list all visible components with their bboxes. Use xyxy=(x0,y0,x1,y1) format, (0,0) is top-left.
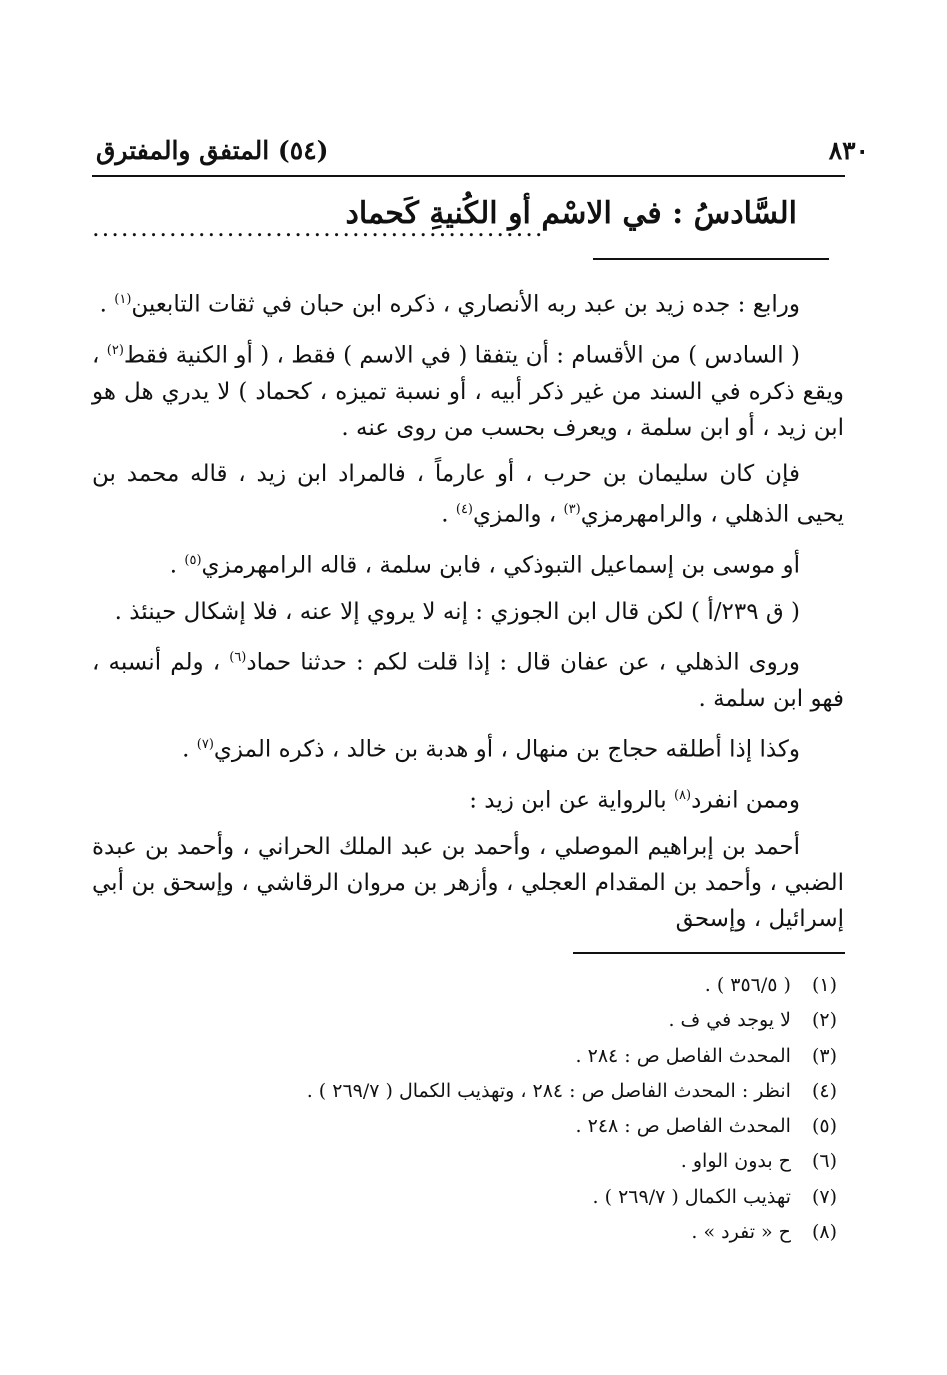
paragraph-text: بالرواية عن ابن زيد : xyxy=(469,787,674,814)
page-number: ٨٣٠ xyxy=(828,136,869,165)
footnote xyxy=(187,1109,837,1144)
paragraph xyxy=(92,456,844,533)
footnote xyxy=(187,1003,837,1038)
footnote-number: (٧) xyxy=(811,1185,837,1208)
footnote-ref: (٤) xyxy=(455,502,473,518)
footnote xyxy=(187,968,837,1003)
paragraph-text: وكذا إذا أطلقه حجاج بن منهال ، أو هدبة بن خالد ، ذكره المزي xyxy=(213,736,800,763)
paragraph-text: ، والمزي xyxy=(473,501,564,528)
paragraph xyxy=(92,829,844,938)
footnote xyxy=(187,1144,837,1179)
paragraph-text: . xyxy=(99,291,115,318)
footnote-rule xyxy=(573,952,845,954)
section-title: السَّادسُ : في الاسْم أو الكُنيةِ كَحماد xyxy=(345,196,797,231)
footnote-ref: (١) xyxy=(114,292,132,307)
footnote-number: (٢) xyxy=(811,1009,837,1032)
footnote xyxy=(187,1215,837,1250)
paragraph-text: ، ولم أنسبه ، فهو ابن سلمة . xyxy=(92,649,844,713)
paragraph-text: ( ق ٢٣٩/أ ) لكن قال ابن الجوزي : إنه لا يروي إلا عنه ، فلا إشكال حينئذ . xyxy=(114,599,800,626)
section-dots: ............................................... xyxy=(92,214,545,242)
footnote-ref: (٣) xyxy=(563,502,581,518)
chapter-title: (٥٤) المتفق والمفترق xyxy=(96,136,329,165)
footnote-number: (٦) xyxy=(811,1150,837,1173)
footnote-ref: (٨) xyxy=(673,788,692,804)
section-rule xyxy=(593,258,829,260)
paragraph xyxy=(92,594,844,630)
footnote-number: (١) xyxy=(811,974,837,996)
paragraph xyxy=(92,282,844,323)
paragraph-text: وروى الذهلي ، عن عفان قال : إذا قلت لكم : حدثنا حماد xyxy=(246,649,800,676)
paragraph xyxy=(92,333,844,446)
footnote-text: انظر : المحدث الفاصل ص : ٢٨٤ ، وتهذيب الكمال ( ٢٦٩/٧ ) . xyxy=(306,1079,791,1102)
paragraph-text: ( السادس ) من الأقسام : أن يتفقا ( في الاسم ) فقط ، ( أو الكنية فقط xyxy=(123,342,801,369)
paragraph-text: أو موسى بن إسماعيل التبوذكي ، فابن سلمة ، قاله الرامهرمزي xyxy=(201,552,800,579)
paragraph xyxy=(92,543,844,584)
paragraph-text: . xyxy=(182,736,197,763)
footnote-number: (٤) xyxy=(811,1079,837,1102)
footnote-number: (٨) xyxy=(811,1221,837,1244)
paragraph-text: أحمد بن إبراهيم الموصلي ، وأحمد بن عبد الملك الحراني ، وأحمد بن عبدة الضبي ، وأحمد بن المقدام العجلي ، وأزهر بن مروان الرقاشي ، وإسحق بن أبي إسرائيل ، وإسحق xyxy=(92,834,844,933)
header-rule xyxy=(92,175,845,177)
footnote-ref: (٧) xyxy=(196,737,214,753)
footnote-text: لا يوجد في ف . xyxy=(668,1009,791,1032)
footnote-text: المحدث الفاصل ص : ٢٤٨ . xyxy=(575,1115,791,1138)
footnote-text: ( ٣٥٦/٥ ) . xyxy=(704,974,791,996)
paragraph-text: ورابع : جده زيد بن عبد ربه الأنصاري ، ذكره ابن حبان في ثقات التابعين xyxy=(131,291,800,318)
paragraph xyxy=(92,727,844,768)
footnote-ref: (٢) xyxy=(106,342,124,358)
footnote-ref: (٦) xyxy=(229,650,247,666)
footnote xyxy=(187,1180,837,1215)
footnote-number: (٣) xyxy=(811,1044,837,1067)
footnote-ref: (٥) xyxy=(184,553,202,569)
paragraph xyxy=(92,778,844,819)
body-text xyxy=(92,282,844,948)
footnote-text: تهذيب الكمال ( ٢٦٩/٧ ) . xyxy=(592,1185,791,1208)
footnote-text: ح « تفرد » . xyxy=(691,1221,791,1244)
footnote-text: المحدث الفاصل ص : ٢٨٤ . xyxy=(575,1044,791,1067)
paragraph xyxy=(92,640,844,717)
paragraph-text: ، ويقع ذكره في السند من غير ذكر أبيه ، أو نسبة تميزه ، كحماد ) لا يدري هل هو ابن زيد ، أو ابن سلمة ، ويعرف بحسب من روى عنه . xyxy=(92,342,844,441)
footnote xyxy=(187,1074,837,1109)
paragraph-text: . xyxy=(441,501,456,528)
paragraph-text: وممن انفرد xyxy=(691,787,800,814)
paragraph-text: . xyxy=(169,552,185,579)
footnotes xyxy=(187,968,837,1250)
footnote-text: ح بدون الواو . xyxy=(680,1150,791,1173)
footnote-number: (٥) xyxy=(811,1115,837,1138)
paragraph-text: فإن كان سليمان بن حرب ، أو عارماً ، فالمراد ابن زيد ، قاله محمد بن يحيى الذهلي ، والرامهرمزي xyxy=(92,461,844,528)
footnote xyxy=(187,1039,837,1074)
